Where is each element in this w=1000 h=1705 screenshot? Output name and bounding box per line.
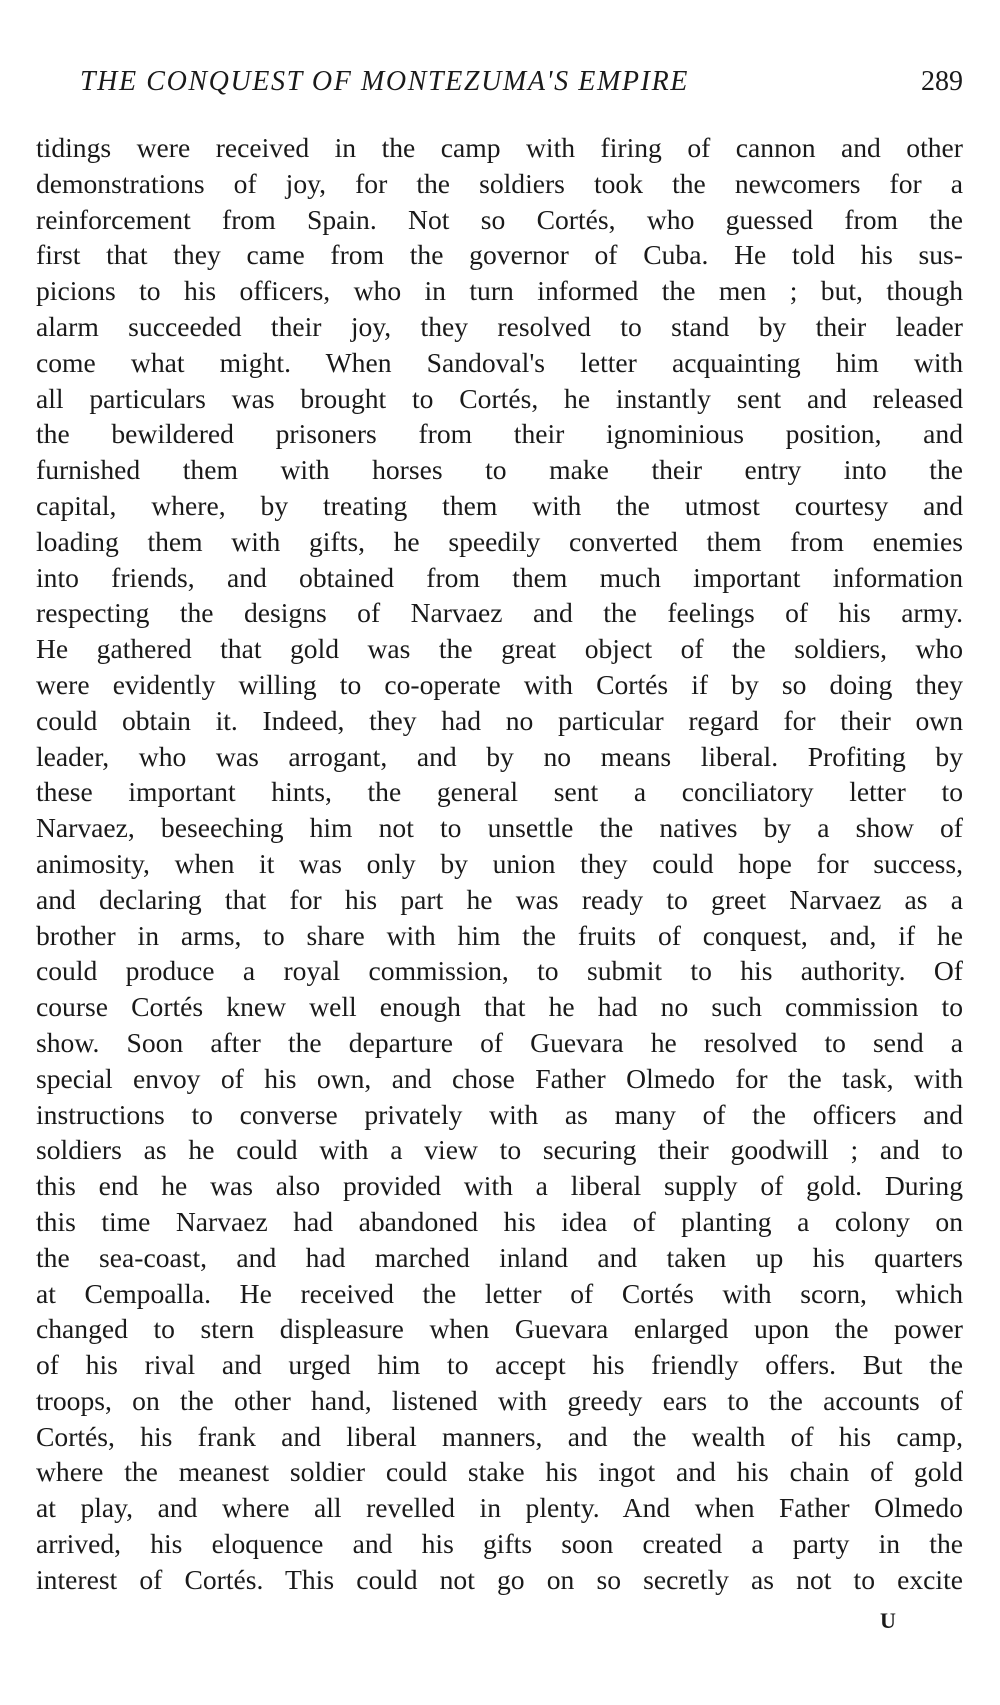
- text-line: first that they came from the governor of Cuba. He told his sus-: [36, 239, 963, 271]
- text-line: brother in arms, to share with him the fruits of conquest, and, if he: [36, 919, 963, 951]
- text-line: of his rival and urged him to accept his friendly offers. But the: [36, 1349, 963, 1381]
- text-line: Narvaez, beseeching him not to unsettle the natives by a show of: [36, 812, 963, 844]
- text-line: these important hints, the general sent a conciliatory letter to: [36, 776, 963, 808]
- text-line: interest of Cortés. This could not go on so secretly as not to excite: [36, 1563, 963, 1595]
- text-line: demonstrations of joy, for the soldiers took the newcomers for a: [36, 167, 963, 199]
- text-line: tidings were received in the camp with firing of cannon and other: [36, 132, 963, 163]
- text-line: changed to stern displeasure when Guevara enlarged upon the power: [36, 1313, 963, 1345]
- text-line: leader, who was arrogant, and by no means liberal. Profiting by: [36, 740, 963, 772]
- text-line: where the meanest soldier could stake his ingot and his chain of gold: [36, 1456, 963, 1488]
- text-line: show. Soon after the departure of Guevara he resolved to send a: [36, 1026, 963, 1058]
- text-line: could produce a royal commission, to submit to his authority. Of: [36, 955, 963, 987]
- text-line: and declaring that for his part he was ready to greet Narvaez as a: [36, 883, 963, 915]
- text-line: loading them with gifts, he speedily converted them from enemies: [36, 525, 963, 557]
- running-title: THE CONQUEST OF MONTEZUMA'S EMPIRE: [80, 66, 689, 97]
- text-line: soldiers as he could with a view to securing their goodwill ; and to: [36, 1134, 963, 1166]
- text-line: this end he was also provided with a liberal supply of gold. During: [36, 1170, 963, 1202]
- text-line: this time Narvaez had abandoned his idea of planting a colony on: [36, 1205, 963, 1237]
- text-line: respecting the designs of Narvaez and the feelings of his army.: [36, 597, 963, 629]
- text-line: alarm succeeded their joy, they resolved to stand by their leader: [36, 310, 963, 342]
- text-line: special envoy of his own, and chose Father Olmedo for the task, with: [36, 1062, 963, 1094]
- body-text: [36, 130, 963, 1598]
- text-line: He gathered that gold was the great object of the soldiers, who: [36, 633, 963, 665]
- text-line: animosity, when it was only by union they could hope for success,: [36, 847, 963, 879]
- text-line: could obtain it. Indeed, they had no particular regard for their own: [36, 704, 963, 736]
- text-line: Cortés, his frank and liberal manners, and the wealth of his camp,: [36, 1420, 963, 1452]
- signature-mark: U: [880, 1608, 896, 1633]
- text-line: instructions to converse privately with as many of the officers and: [36, 1098, 963, 1130]
- text-line: arrived, his eloquence and his gifts soon created a party in the: [36, 1528, 963, 1560]
- text-line: were evidently willing to co-operate with Cortés if by so doing they: [36, 668, 963, 700]
- text-line: picions to his officers, who in turn informed the men ; but, though: [36, 275, 963, 307]
- text-line: at Cempoalla. He received the letter of Cortés with scorn, which: [36, 1277, 963, 1309]
- text-line: course Cortés knew well enough that he had no such commission to: [36, 991, 963, 1023]
- text-line: reinforcement from Spain. Not so Cortés, who guessed from the: [36, 203, 963, 235]
- text-line: furnished them with horses to make their entry into the: [36, 454, 963, 486]
- text-line: at play, and where all revelled in plenty. And when Father Olmedo: [36, 1492, 963, 1524]
- text-line: into friends, and obtained from them much important information: [36, 561, 963, 593]
- text-line: troops, on the other hand, listened with greedy ears to the accounts of: [36, 1384, 963, 1416]
- text-line: the sea-coast, and had marched inland and taken up his quarters: [36, 1241, 963, 1273]
- text-line: come what might. When Sandoval's letter acquainting him with: [36, 346, 963, 378]
- text-line: the bewildered prisoners from their ignominious position, and: [36, 418, 963, 450]
- running-header: [58, 66, 963, 106]
- text-line: capital, where, by treating them with the utmost courtesy and: [36, 489, 963, 521]
- page-number: 289: [921, 66, 963, 97]
- text-line: all particulars was brought to Cortés, he instantly sent and released: [36, 382, 963, 414]
